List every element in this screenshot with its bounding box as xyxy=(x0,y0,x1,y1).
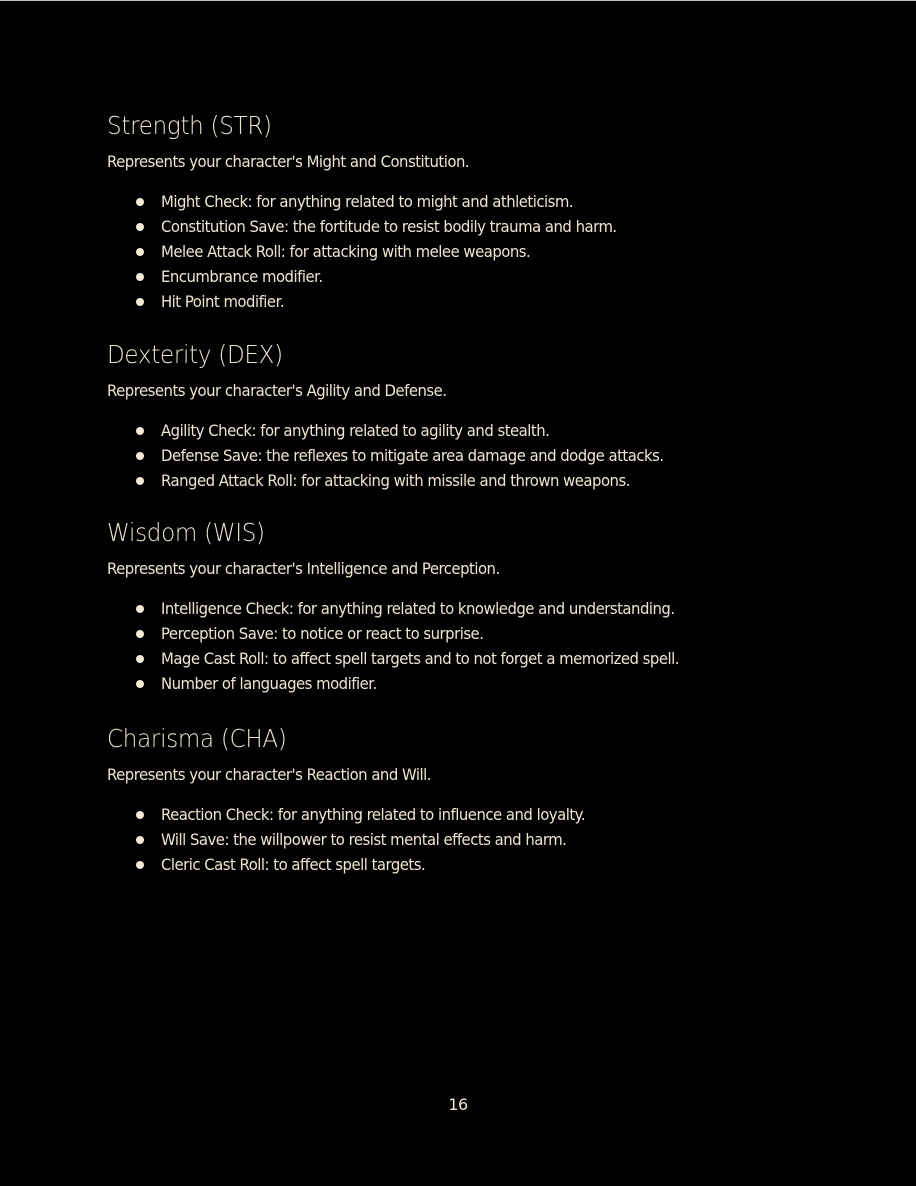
bullet-icon xyxy=(136,198,144,206)
bullet-icon xyxy=(136,605,144,613)
list-item-text: Agility Check: for anything related to agility and stealth. xyxy=(161,421,550,440)
list-item-text: Intelligence Check: for anything related to knowledge and understanding. xyxy=(161,599,675,618)
list-item-text: Number of languages modifier. xyxy=(161,674,377,693)
list-item xyxy=(107,802,827,827)
section-title: Strength (STR) xyxy=(107,111,272,140)
list-item xyxy=(107,264,827,289)
bullet-icon xyxy=(136,452,144,460)
list-item xyxy=(107,239,827,264)
list-item xyxy=(107,468,827,493)
bullet-icon xyxy=(136,680,144,688)
list-item xyxy=(107,671,827,696)
list-item xyxy=(107,418,827,443)
bullet-icon xyxy=(136,655,144,663)
section-dexterity xyxy=(107,335,827,493)
list-item-text: Encumbrance modifier. xyxy=(161,267,323,286)
bullet-icon xyxy=(136,427,144,435)
bullet-list xyxy=(107,596,827,696)
bullet-list xyxy=(107,189,827,314)
list-item-text: Ranged Attack Roll: for attacking with missile and thrown weapons. xyxy=(161,471,630,490)
section-title: Wisdom (WIS) xyxy=(107,518,265,547)
list-item-text: Constitution Save: the fortitude to resist bodily trauma and harm. xyxy=(161,217,617,236)
section-wisdom xyxy=(107,513,827,696)
section-charisma xyxy=(107,719,827,877)
list-item xyxy=(107,621,827,646)
section-title: Dexterity (DEX) xyxy=(107,340,283,369)
bullet-icon xyxy=(136,861,144,869)
list-item-text: Will Save: the willpower to resist mental effects and harm. xyxy=(161,830,567,849)
list-item xyxy=(107,289,827,314)
bullet-icon xyxy=(136,836,144,844)
list-item-text: Mage Cast Roll: to affect spell targets and to not forget a memorized spell. xyxy=(161,649,679,668)
list-item-text: Might Check: for anything related to might and athleticism. xyxy=(161,192,574,211)
list-item xyxy=(107,189,827,214)
bullet-list xyxy=(107,802,827,877)
list-item-text: Cleric Cast Roll: to affect spell targets. xyxy=(161,855,426,874)
page-top-edge xyxy=(0,0,916,1)
page-content xyxy=(107,106,827,877)
section-title: Charisma (CHA) xyxy=(107,724,287,753)
section-description: Represents your character's Agility and Defense. xyxy=(107,381,447,400)
bullet-icon xyxy=(136,223,144,231)
bullet-icon xyxy=(136,811,144,819)
list-item xyxy=(107,443,827,468)
bullet-icon xyxy=(136,298,144,306)
bullet-icon xyxy=(136,248,144,256)
list-item xyxy=(107,852,827,877)
list-item xyxy=(107,646,827,671)
section-description: Represents your character's Reaction and Will. xyxy=(107,765,431,784)
list-item xyxy=(107,596,827,621)
list-item-text: Melee Attack Roll: for attacking with melee weapons. xyxy=(161,242,531,261)
list-item-text: Hit Point modifier. xyxy=(161,292,285,311)
bullet-list xyxy=(107,418,827,493)
section-strength xyxy=(107,106,827,314)
list-item xyxy=(107,827,827,852)
section-description: Represents your character's Intelligence and Perception. xyxy=(107,559,500,578)
list-item-text: Defense Save: the reflexes to mitigate area damage and dodge attacks. xyxy=(161,446,664,465)
list-item-text: Reaction Check: for anything related to influence and loyalty. xyxy=(161,805,586,824)
section-description: Represents your character's Might and Constitution. xyxy=(107,152,470,171)
list-item xyxy=(107,214,827,239)
page-number: 16 xyxy=(448,1095,468,1114)
bullet-icon xyxy=(136,630,144,638)
bullet-icon xyxy=(136,477,144,485)
list-item-text: Perception Save: to notice or react to surprise. xyxy=(161,624,484,643)
bullet-icon xyxy=(136,273,144,281)
